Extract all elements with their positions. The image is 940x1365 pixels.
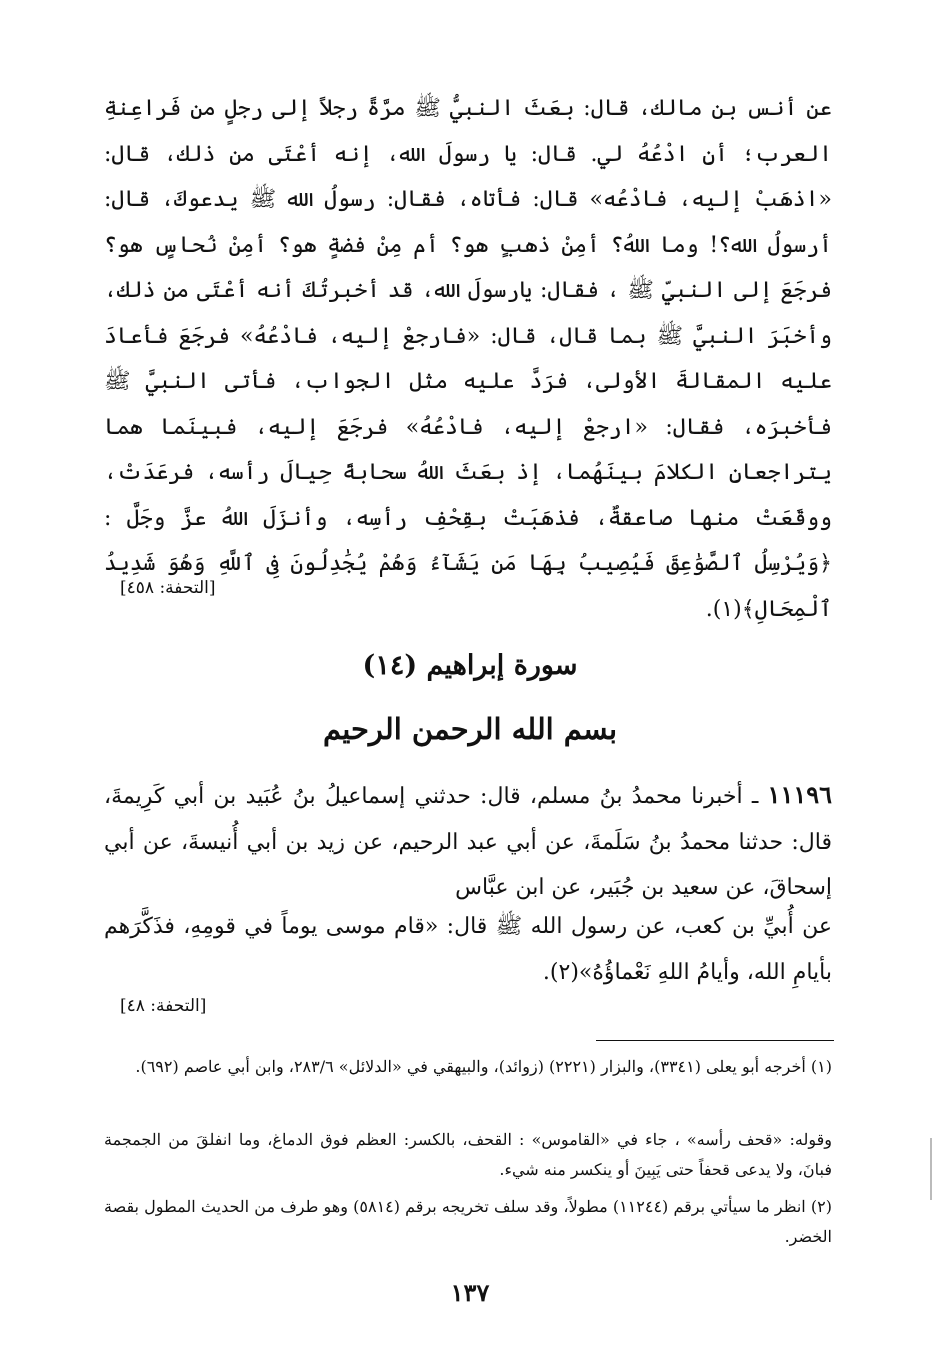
basmala: بسم الله الرحمن الرحيم [322,712,618,746]
page-number: ١٣٧ [450,1278,490,1307]
footnote-1-note: وقوله: «قحف رأسه» ، جاء في «القاموس» : القحف، بالكسر: العظم فوق الدماغ، وما انفلقَ من الجمجمة فبانَ، ولا يدعى قحفاً حتى يَبِينَ أو ينكسر منه شيء. [104,1130,832,1179]
hadith-isnad: ـ أخبرنا محمدُ بنُ مسلم، قال: حدثني إسماعيلُ بنُ عُبَيد بن أبي كَرِيمةَ، قال: حدثنا محمدُ بنُ سَلَمةَ، عن أبي عبد الرحيم، عن زيد بن أبي أُنيسةَ، عن أبي إسحاقَ، عن سعيد بن جُبَير، عن ابن عبَّاس [104,784,832,900]
hadith-isnad-paragraph [104,772,832,911]
hadith-narration-text: عن أنس بن مالك، قال: بعَثَ النبيُّ ﷺ مرَّةً رجلاً إلى رجلٍ من فَراعِنةِ العرب؛ أنِ ادْعُهُ لي. قال: يا رسولَ الله، إنه أعْتَى من ذلك، قال: «اذهَبْ إليه، فادْعُه» قال: فأتاه، فقال: رسولُ الله ﷺ يدعوكَ، قال: أرسولُ الله؟! وما اللهُ؟ أمِنْ ذهبٍ هو؟ أم مِنْ فضةٍ هو؟ أمِنْ نُحاسٍ هو؟ فرجَعَ إلى النبيِّ ﷺ ، فقال: يارسولَ الله، قد أخبرتُكَ أنه أعْتَى من ذلك، وأخبَرَ النبيَّ ﷺ بما قال، قال: «فارجعْ إليه، فادْعُهُ» فرجَعَ فأعادَ عليه المقالةَ الأولى، فرَدَّ عليه مثل الجواب، فأتى النبيَّ ﷺ فأخبرَه، فقال: «ارجعْ إليه، فادْعُهُ» فرجَعَ إليه، فبينَما هما يتراجعانِ الكلامَ بينَهُما، إذ بعَثَ اللهُ سحابةً حِيالَ رأسه، فرعَدَتْ، ووقَعَتْ منها صاعقةٌ، فذهَبَتْ بقِحْفِ رأسِه، وأنزَلَ اللهُ عزَّ وجَلَّ : ﴿وَيُرْسِلُ ٱلصَّوَٰعِقَ فَيُصِيبُ بِهَا مَن يَشَآءُ وَهُمْ يُجَٰدِلُونَ فِى ٱللَّهِ وَهُوَ شَدِيدُ ٱلْمِحَالِ﴾(١). [104,96,832,622]
footnote-divider [596,1040,834,1041]
surah-title: سورة إبراهيم (١٤) [362,650,578,681]
tuhfa-reference-2: [التحفة: ٤٨] [120,996,207,1016]
page-edge-mark [930,1138,932,1200]
hadith-matn: عن أُبيِّ بن كعب، عن رسول الله ﷺ قال: «قام موسى يوماً في قومِهِ، فذَكَّرَهم بأيامِ الله، وأيامُ اللهِ نَعْماؤُهُ»(٢). [104,914,832,985]
footnote-2: (٢) انظر ما سيأتي برقم (١١٢٤٤) مطولاً، وقد سلف تخريجه برقم (٥٨١٤) وهو طرف من الحديث المطول بقصة الخضر. [104,1197,832,1246]
tuhfa-reference-1: [التحفة: ٤٥٨] [120,578,216,598]
hadith-number: ١١١٩٦ [767,780,832,809]
footnote-1: (١) أخرجه أبو يعلى (٣٣٤١)، والبزار (٢٢٢١) (زوائد)، والبيهقي في «الدلائل» ٢٨٣/٦، وابن أبي عاصم (٦٩٢). [135,1057,832,1076]
